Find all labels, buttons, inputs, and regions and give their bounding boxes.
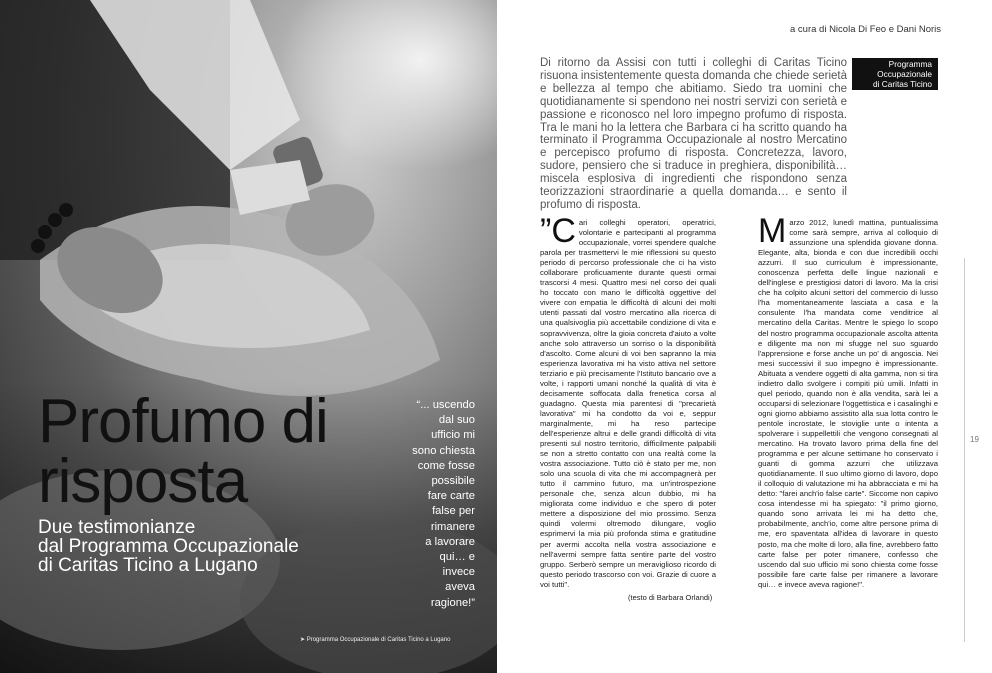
pull-quote-line: invece (442, 566, 475, 579)
photo-caption: ➤ Programma Occupazionale di Caritas Ticino a Lugano (300, 637, 451, 643)
curator-credit: a cura di Nicola Di Feo e Dani Noris (790, 24, 942, 35)
pull-quote-line: false per (432, 505, 475, 518)
drop-cap: ”C (540, 212, 576, 250)
text-credit: (testo di Barbara Orlandi) (628, 593, 713, 602)
vertical-rule (964, 258, 965, 642)
subtitle-line: dal Programma Occupazionale (38, 536, 299, 557)
pull-quote-line: come fosse (417, 459, 475, 472)
pull-quote-line: “... uscendo (416, 399, 475, 411)
page-number: 19 (970, 435, 979, 444)
pull-quote-line: qui… e (439, 551, 475, 564)
intro-paragraph: Di ritorno da Assisi con tutti i colleghi di Caritas Ticino risuona insistentemente questa domanda che chiede serietà e bellezza al tempo che abitiamo. Siedo tra uomini che quotidianamente si spendono nei nostri servizi con serietà e passione e riconosco nel loro impegno profumo di risposta. Tra le mani ho la lettera che Barbara ci ha scritto quando ha terminato il Programma Occupazionale al nostro Mercatino e percepisco profumo di risposta. Concretezza, lavoro, sudore, pensiero che si traduce in preghiera, disponibilità… miscela esplosiva di ingredienti che rispondono senza teorizzazioni straordinarie a quella domanda… e sento il profumo di risposta. (540, 57, 847, 211)
testimony-text: arzo 2012, lunedì mattina, puntualissima come sarà sempre, arriva al colloquio di assunzione una splendida giovane donna. Elegante, alta, bionda e con due incredibili occhi azzurri. Il suo curriculum è impressionante, conoscenza perfetta delle lingue nazionali e dell'inglese e prestigiosi datori di lavoro. Ma la crisi che ha colpito alcuni settori del commercio di lusso l'ha momentaneamente lasciata a casa e la consulente l'ha mandata come venditrice al mercatino della Caritas. Mentre le spiego lo scopo del nostro programma occupazionale ascolta attenta e diligente ma non mi sfugge nel suo sguardo l'apprensione e forse anche un po' di angoscia. Nei mesi successivi il suo impegno è impressionante. Abituata a vendere oggetti di alta gamma, non si tira indietro dallo svolgere i compiti più umili. Infatti in quel periodo, quando non è alla vendita, sarà lei a occuparsi di selezionare l'oggettistica e i casalinghi e ogni giorno abbiamo assistito alla sua lotta contro le pentole incrostate, le stoviglie unte o intenta a spolverare i suppellettili che vengono consegnati al mercatino. Ha trovato lavoro prima della fine del programma e per alcune settimane ho conservato i guanti di gomma azzurri che utilizzava quotidianamente. Il suo ultimo giorno di lavoro, dopo il colloquio di valutazione mi ha abbracciata e mi ha detto: "farei anch'io false carte". Siccome non capivo cosa intendesse mi ha spiegato: "il primo giorno, quando sono arrivata lei mi ha detto che, probabilmente, anch'io, come altre persone prima di me, ero spaventata all'idea di lavorare in questo posto, ma che molte di loro, alla fine, avrebbero fatto carte false per poter rimanere, confesso che uscendo dal suo ufficio mi sono chiesta come fosse possibile fare carte false per rimanere a lavorare qui… e invece aveva ragione!". (758, 218, 938, 589)
pull-quote-line: rimanere (430, 520, 475, 533)
pull-quote-line: a lavorare (425, 535, 475, 548)
pull-quote (385, 398, 475, 611)
pull-quote-line: ragione!” (430, 596, 475, 609)
subtitle-line: di Caritas Ticino a Lugano (38, 555, 258, 576)
section-badge-line: di Caritas Ticino (872, 79, 932, 89)
testimony-column (758, 212, 938, 590)
drop-cap: M (758, 212, 787, 250)
letter-column (540, 212, 716, 590)
subtitle-line: Due testimonianze (38, 517, 196, 538)
pull-quote-line: ufficio mi (431, 429, 475, 442)
title-text: Profumo di risposta (38, 387, 328, 516)
pull-quote-line: aveva (445, 581, 475, 594)
pull-quote-line: possibile (431, 475, 475, 488)
section-badge-line: Programma (888, 59, 932, 69)
pull-quote-line: fare carte (427, 490, 475, 503)
section-badge (852, 58, 938, 90)
pull-quote-line: dal suo (438, 414, 475, 427)
letter-text: ari colleghi operatori, operatrici, volontarie e partecipanti al programma occupazionale, vorrei spendere qualche parola per trasmettervi le mie riflessioni su questo periodo di percorso professionale che ci ha visto collaborare proficuamente durante questi ormai trascorsi 4 mesi. Quattro mesi nel corso dei quali ho toccato con mano le difficoltà oggettive del vivere con empatia le difficoltà di alcuni dei molti utenti passati dal vostro mercatino alla ricerca di una qualsivoglia più accettabile condizione di vita e sopravvivenza, oltre la gioia concreta d'aiuto a volte anche solo attraverso un sorriso o la disponibilità d'ascolto. Come alcuni di voi ben sapranno la mia esperienza lavorativa mi ha visto attiva nel settore terziario e più precisamente l'Istituto bancario ove a volte, i rapporti umani nonché la qualità di vita è decisamente soffocata dalla frenetica corsa al guadagno. Questa mia parentesi di "precarietà lavorativa" mi ha condotto da voi e, seppur marginalmente, mi ha reso partecipe dell'esperienze altrui e delle grandi difficoltà di vita presenti sul nostro territorio, difficilmente palpabili se non a stretto contatto con una realtà come la vostra associazione. Tutto ciò è stato per me, non solo una scuola di vita che mi accompagnerà per tutto il cammino futuro, ma un'introspezione personale che, senza alcun dubbio, mi ha migliorata come individuo e che spero di poter mettere a disposizione del mio prossimo. Senza quindi volermi oltremodo dilungare, voglio esprimervi la mia più profonda stima e gratitudine per avermi accolta nella vostra associazione e nell'avermi sempre fatta sentire parte del vostro gruppo. Serberò sempre un meraviglioso ricordo di questo periodo trascorso con voi. Grazie di cuore a voi tutti". (540, 218, 716, 589)
pull-quote-line: sono chiesta (412, 444, 475, 457)
section-badge-line: Occupazionale (877, 69, 932, 79)
